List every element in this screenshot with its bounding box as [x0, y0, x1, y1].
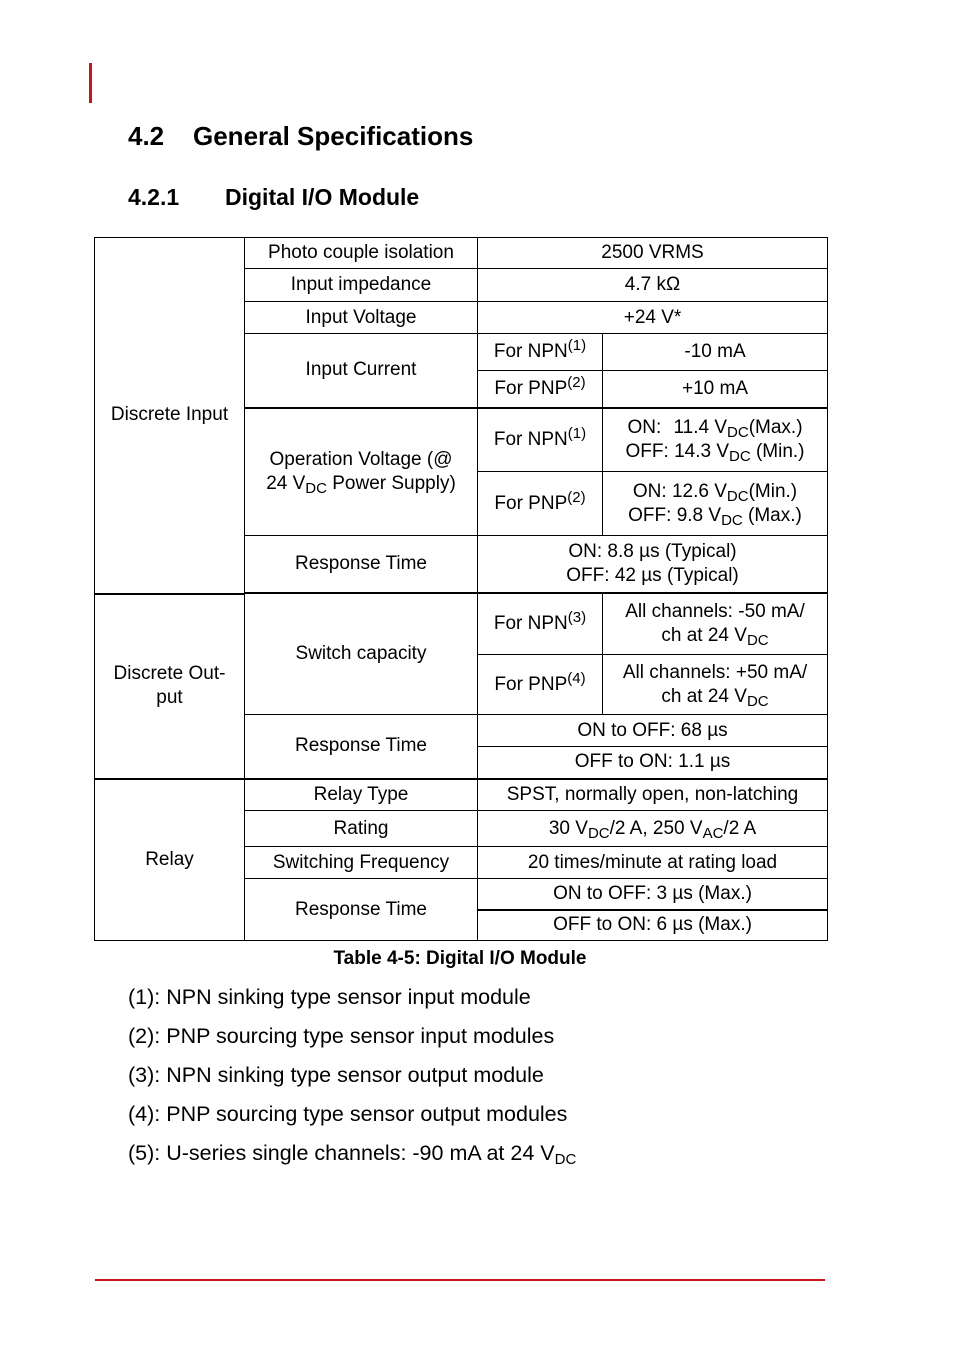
- spec-variant: For NPN$^{(1)}$: [478, 334, 603, 371]
- spec-label: Input impedance: [245, 269, 478, 302]
- footer-red-rule: [95, 1279, 825, 1281]
- spec-value: All channels: -50 mA/ ch at 24 $V_{DC}$: [603, 594, 828, 655]
- footnote: (3): NPN sinking type sensor output module: [128, 1063, 544, 1087]
- section-number: 4.2: [128, 121, 165, 151]
- section-title: General Specifications: [193, 121, 474, 151]
- spec-label: Response Time: [245, 879, 478, 941]
- spec-value: ON: 11.4 $V_{DC}(Max.)$ OFF: 14.3 $V_{DC}$ (Min.): [603, 408, 828, 472]
- spec-label: Rating: [245, 811, 478, 847]
- spec-label: Operation Voltage (@ 24 $V_{DC}$ Power Supply): [245, 408, 478, 536]
- spec-variant: For PNP$^{(4)}$: [478, 655, 603, 715]
- spec-label: Switch capacity: [245, 594, 478, 715]
- footnote-list: [128, 983, 576, 1178]
- spec-variant: For PNP$^{(2)}$: [478, 472, 603, 536]
- spec-value: -10 mA: [603, 334, 828, 371]
- spec-label: Photo couple isolation: [245, 238, 478, 269]
- spec-label: Relay Type: [245, 779, 478, 811]
- discrete-input-group-cell: Discrete Input: [95, 238, 245, 594]
- spec-label: Switching Frequency: [245, 847, 478, 879]
- spec-value: 4.7 kΩ: [478, 269, 828, 302]
- footnote: (2): PNP sourcing type sensor input modules: [128, 1024, 555, 1048]
- digital-io-spec-table: [94, 237, 828, 941]
- spec-label: Response Time: [245, 536, 478, 593]
- footnote: (4): PNP sourcing type sensor output modules: [128, 1102, 568, 1126]
- spec-label: Response Time: [245, 715, 478, 779]
- subsection-heading: [128, 184, 419, 211]
- spec-value: ON: 8.8 µs (Typical) OFF: 42 µs (Typical): [478, 536, 828, 593]
- subsection-title: Digital I/O Module: [225, 184, 420, 210]
- header-red-mark: [89, 63, 92, 103]
- spec-value: ON to OFF: 68 µs: [478, 715, 828, 747]
- relay-group-cell: Relay: [95, 779, 245, 941]
- spec-value: +24 V*: [478, 302, 828, 334]
- footnote: (1): NPN sinking type sensor input module: [128, 985, 531, 1009]
- spec-value: 20 times/minute at rating load: [478, 847, 828, 879]
- spec-label: Input Current: [245, 334, 478, 408]
- table-caption: Table 4-5: Digital I/O Module: [333, 948, 587, 969]
- spec-value: All channels: +50 mA/ ch at 24 $V_{DC}$: [603, 655, 828, 715]
- subsection-number: 4.2.1: [128, 184, 180, 210]
- table-row: [95, 594, 828, 655]
- spec-variant: For PNP$^{(2)}$: [478, 371, 603, 408]
- spec-value: ON: 12.6 $V_{DC}(Min.)$ OFF: 9.8 $V_{DC}$ (Max.): [603, 472, 828, 536]
- table-row: [95, 238, 828, 269]
- spec-variant: For NPN$^{(3)}$: [478, 594, 603, 655]
- table-row: [95, 779, 828, 811]
- spec-label: Input Voltage: [245, 302, 478, 334]
- spec-value: 2500 VRMS: [478, 238, 828, 269]
- spec-value: OFF to ON: 1.1 µs: [478, 747, 828, 779]
- discrete-output-group-cell: Discrete Out- put: [95, 594, 245, 779]
- section-heading: [128, 121, 473, 152]
- spec-variant: For NPN$^{(1)}$: [478, 408, 603, 472]
- spec-value: ON to OFF: 3 µs (Max.): [478, 879, 828, 910]
- spec-value: SPST, normally open, non-latching: [478, 779, 828, 811]
- spec-value: 30 $V_{DC}/2$ A, 250 $V_{AC}/2$ A: [478, 811, 828, 847]
- spec-value: OFF to ON: 6 µs (Max.): [478, 910, 828, 941]
- spec-value: +10 mA: [603, 371, 828, 408]
- footnote: (5): U-series single channels: -90 mA at 24 $V_{DC}$: [128, 1141, 577, 1168]
